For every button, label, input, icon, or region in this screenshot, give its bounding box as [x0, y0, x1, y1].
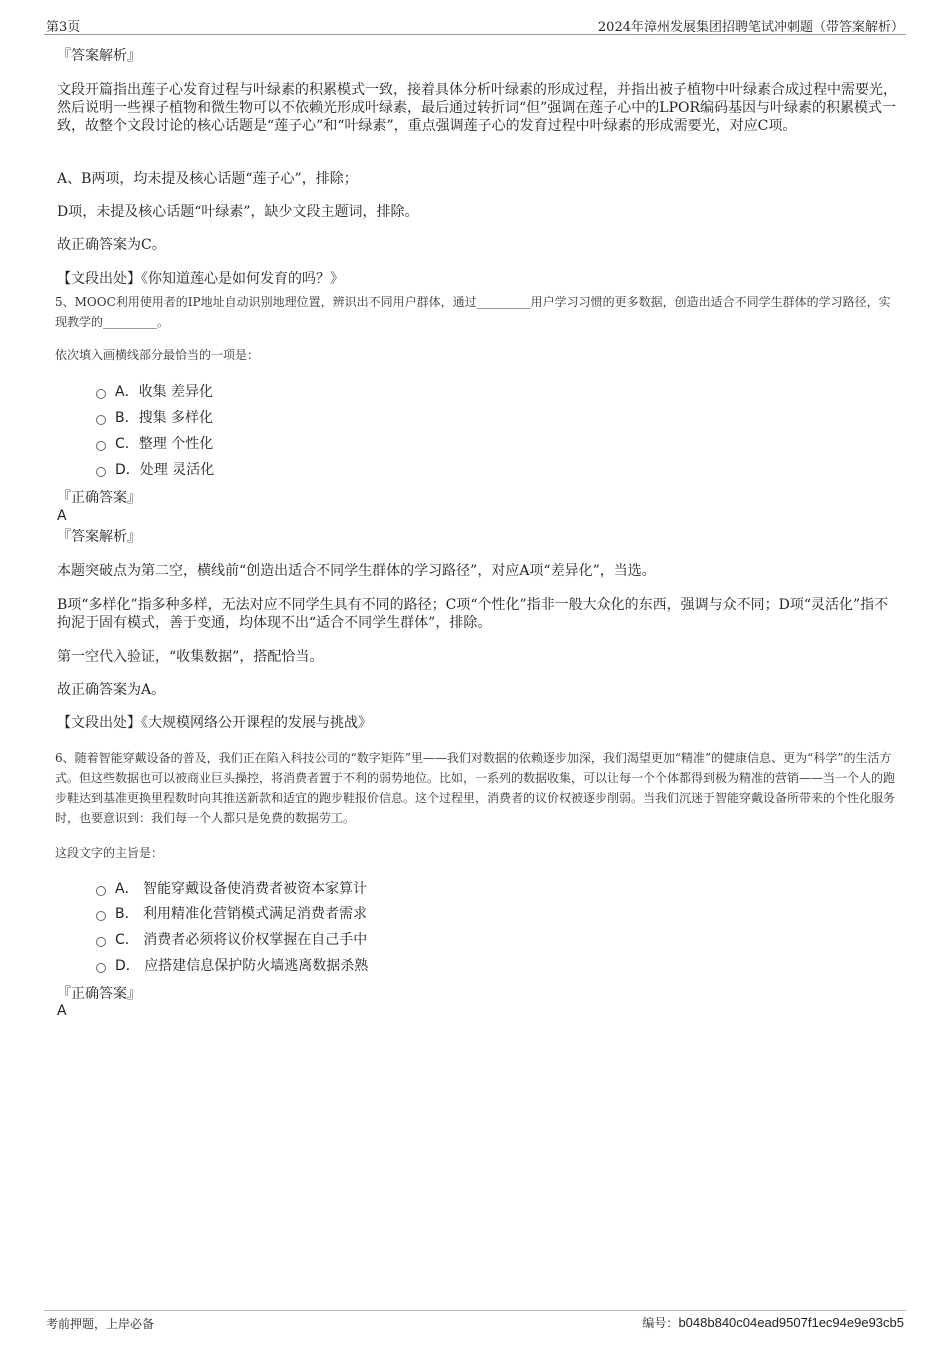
- q6-option-d[interactable]: D． 应搭建信息保护防火墙逃离数据杀熟: [96, 955, 368, 975]
- q4-conclusion: 故正确答案为C。: [57, 237, 166, 253]
- radio-icon: [96, 441, 106, 451]
- q5-answer: A: [57, 508, 67, 524]
- q5-option-b[interactable]: B．搜集 多样化: [96, 407, 213, 427]
- q5-prompt: 依次填入画横线部分最恰当的一项是：: [55, 348, 260, 362]
- q6-option-b[interactable]: B． 利用精准化营销模式满足消费者需求: [96, 903, 367, 923]
- q5-option-d[interactable]: D．处理 灵活化: [96, 459, 214, 479]
- page-header: [44, 14, 906, 35]
- q4-analysis-ab: A、B两项，均未提及核心话题“莲子心”，排除；: [57, 171, 358, 187]
- q5-stem: 5、MOOC利用使用者的IP地址自动识别地理位置，辨识出不同用户群体，通过_________用户学习习惯的更多数据，创造出适合不同学生群体的学习路径，实现教学的_________。: [55, 295, 891, 329]
- q6-prompt: 这段文字的主旨是：: [55, 846, 164, 860]
- document-id-value: b048b840c04ead9507f1ec94e9e93cb5: [678, 1315, 904, 1330]
- q5-analysis-p1: 本题突破点为第二空，横线前“创造出适合不同学生群体的学习路径”，对应A项“差异化”，当选。: [57, 563, 656, 579]
- radio-icon: [96, 963, 106, 973]
- q6-option-c[interactable]: C． 消费者必须将议价权掌握在自己手中: [96, 929, 367, 949]
- q4-analysis-label: 『答案解析』: [57, 48, 141, 64]
- document-title: 2024年漳州发展集团招聘笔试冲刺题（带答案解析）: [597, 20, 904, 35]
- page-footer: [44, 1310, 906, 1333]
- radio-icon: [96, 886, 106, 896]
- q6-stem: 6、随着智能穿戴设备的普及，我们正在陷入科技公司的“数字矩阵”里——我们对数据的依赖逐步加深，我们渴望更加“精准”的健康信息、更为“科学”的生活方式。但这些数据也可以被商业巨头操控，将消费者置于不利的弱势地位。比如，一系列的数据收集，可以让每一个个体都得到极为精准的营销——当一个人的跑步鞋达到基准更换里程数时向其推送新款和适宜的跑步鞋报价信息。这个过程里，消费者的议价权被逐步削弱。当我们沉迷于智能穿戴设备所带来的个性化服务时，也要意识到：我们每一个人都只是免费的数据劳工。: [55, 751, 896, 825]
- q5-option-c[interactable]: C．整理 个性化: [96, 433, 213, 453]
- q5-conclusion: 故正确答案为A。: [57, 682, 166, 698]
- q5-option-a[interactable]: A．收集 差异化: [96, 381, 213, 401]
- q5-answer-label: 『正确答案』: [57, 490, 141, 506]
- q6-answer: A: [57, 1003, 67, 1019]
- radio-icon: [96, 467, 106, 477]
- document-id-label: 编号：: [642, 1316, 679, 1330]
- radio-icon: [96, 389, 106, 399]
- q5-analysis-p2: B项“多样化”指多种多样，无法对应不同学生具有不同的路径；C项“个性化”指非一般大众化的东西，强调与众不同；D项“灵活化”指不拘泥于固有模式，善于变通，均体现不出“适合不同学生群体”，排除。: [57, 597, 889, 631]
- radio-icon: [96, 911, 106, 921]
- q6-answer-label: 『正确答案』: [57, 986, 141, 1002]
- q4-analysis-text: 文段开篇指出莲子心发育过程与叶绿素的积累模式一致，接着具体分析叶绿素的形成过程，并指出被子植物中叶绿素合成过程中需要光，然后说明一些裸子植物和微生物可以不依赖光形成叶绿素，最后通过转折词“但”强调在莲子心中的LPOR编码基因与叶绿素的积累模式一致，故整个文段讨论的核心话题是“莲子心”和“叶绿素”，重点强调莲子心的发育过程中叶绿素的形成需要光，对应C项。: [57, 82, 897, 134]
- q5-source: 【文段出处】《大规模网络公开课程的发展与挑战》: [57, 715, 372, 731]
- document-id: [642, 1314, 904, 1331]
- radio-icon: [96, 415, 106, 425]
- q5-analysis-label: 『答案解析』: [57, 529, 141, 545]
- footer-slogan: 考前押题，上岸必备: [46, 1317, 155, 1331]
- radio-icon: [96, 937, 106, 947]
- q4-analysis-d: D项，未提及核心话题“叶绿素”，缺少文段主题词，排除。: [57, 204, 419, 220]
- page-number: 第3页: [46, 20, 81, 35]
- q4-source: 【文段出处】《你知道莲心是如何发育的吗？》: [57, 271, 344, 287]
- q6-option-a[interactable]: A． 智能穿戴设备使消费者被资本家算计: [96, 878, 367, 898]
- q5-analysis-p3: 第一空代入验证，“收集数据”，搭配恰当。: [57, 649, 324, 665]
